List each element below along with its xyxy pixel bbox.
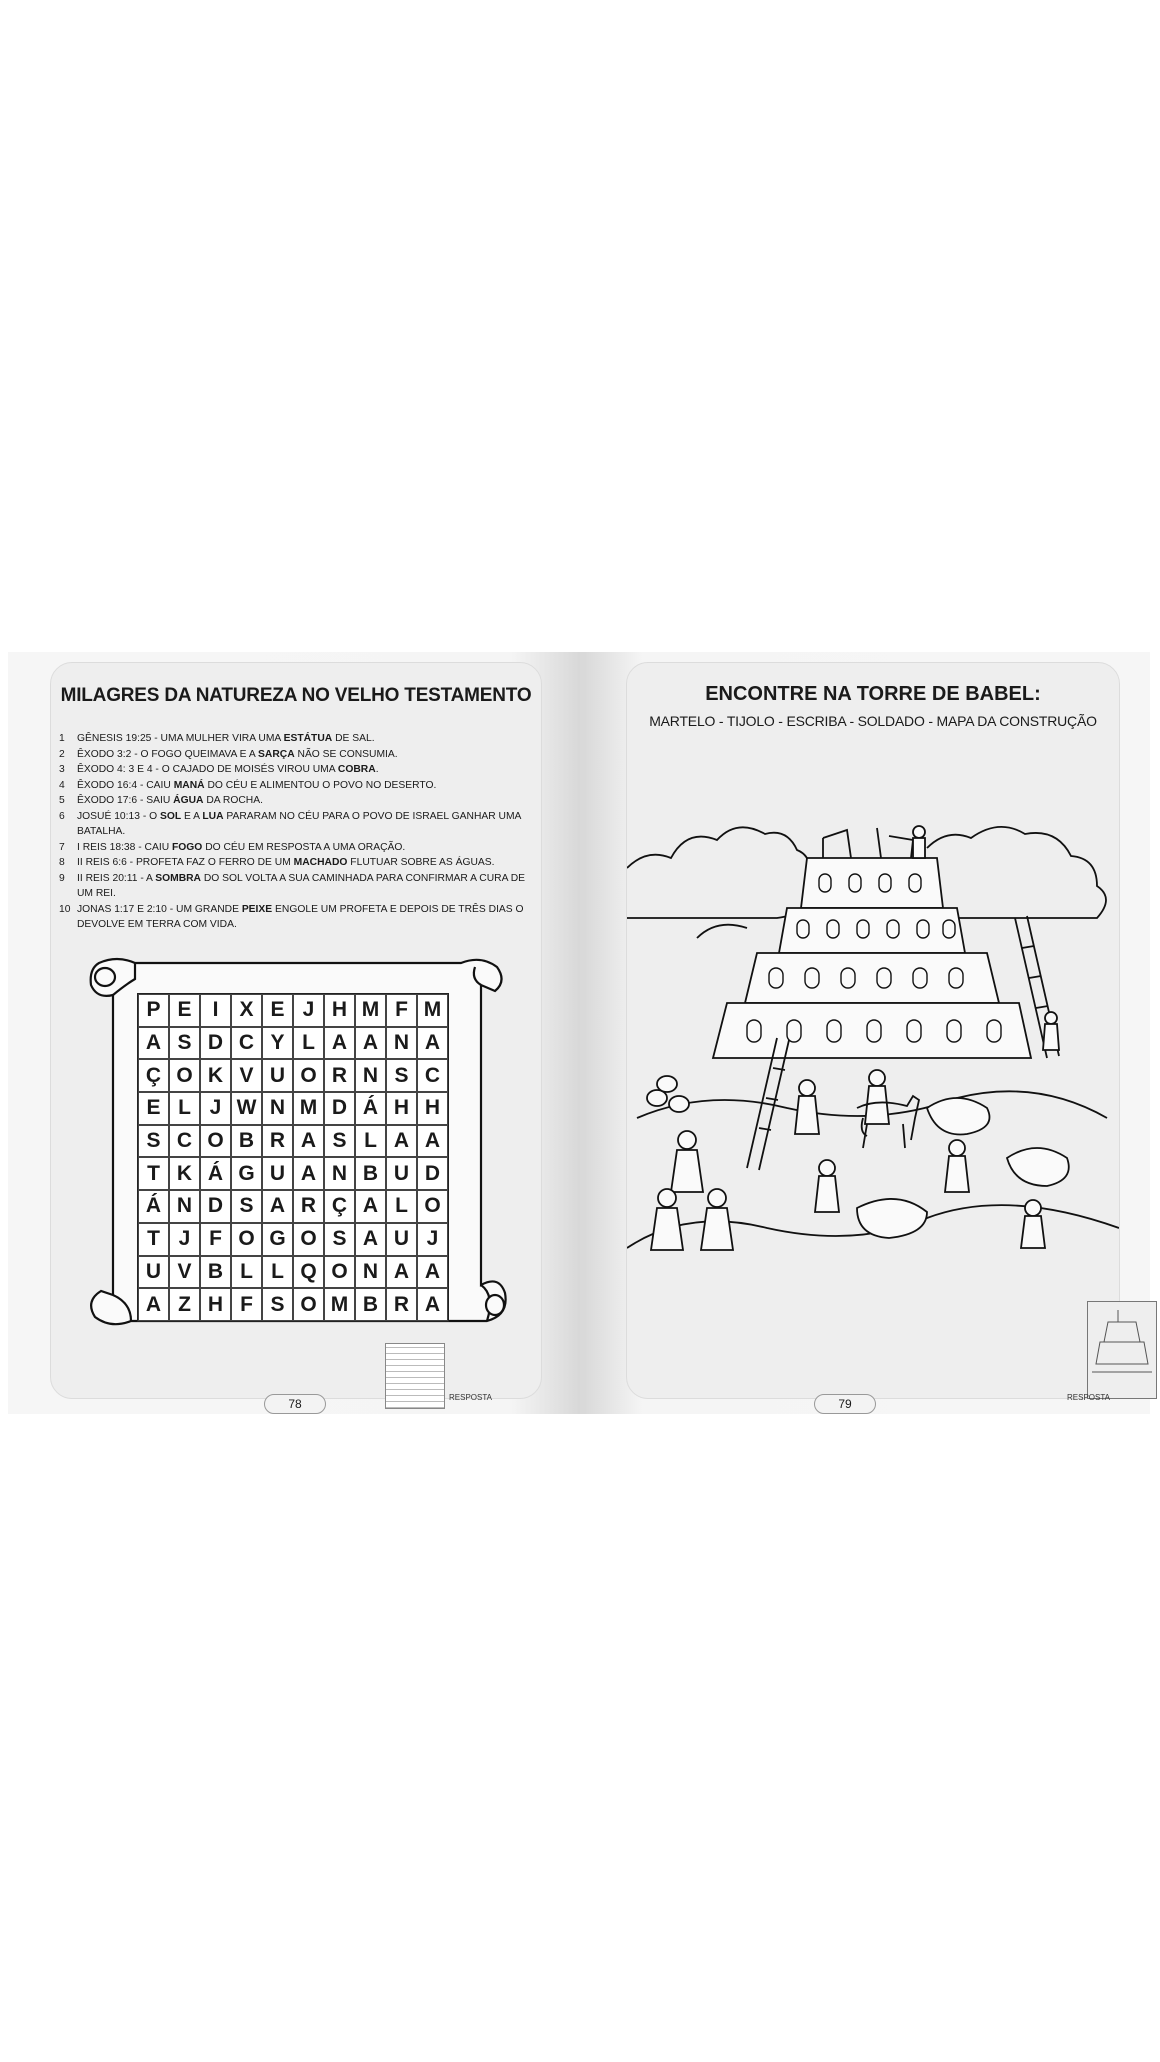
clue-item <box>59 747 529 763</box>
grid-cell: A <box>386 1125 417 1158</box>
grid-cell: A <box>138 1027 169 1060</box>
left-page-title: MILAGRES DA NATUREZA NO VELHO TESTAMENTO <box>60 685 532 706</box>
grid-cell: D <box>200 1027 231 1060</box>
grid-cell: N <box>386 1027 417 1060</box>
grid-cell: H <box>417 1092 448 1125</box>
grid-cell: R <box>293 1190 324 1223</box>
clue-text-part: II REIS 20:11 - A <box>77 872 156 884</box>
left-content-panel <box>50 662 542 1402</box>
grid-cell: K <box>200 1059 231 1092</box>
clue-text <box>77 855 495 871</box>
clue-text <box>77 747 398 763</box>
grid-cell: B <box>355 1288 386 1321</box>
grid-cell: W <box>231 1092 262 1125</box>
grid-cell: M <box>293 1092 324 1125</box>
clue-item <box>59 793 529 809</box>
clue-text-part: GÊNESIS 19:25 - UMA MULHER VIRA UMA <box>77 733 284 744</box>
clue-text-part: ENGOLE UM PROFETA E DEPOIS DE TRÊS DIAS O DEVOLVE EM TERRA COM VIDA. <box>77 903 524 930</box>
clue-text-part: PARARAM NO CÉU PARA O POVO DE ISRAEL GANHAR UMA BATALHA. <box>77 810 521 837</box>
grid-cell: C <box>169 1125 200 1158</box>
answer-credit-left: RESPOSTA <box>449 1393 492 1402</box>
clue-answer-word: SOL <box>159 810 182 822</box>
clue-text-part: ÊXODO 4: 3 E 4 - O CAJADO DE MOISÉS VIROU UMA <box>77 764 338 775</box>
grid-cell: L <box>262 1256 293 1289</box>
grid-cell: O <box>200 1125 231 1158</box>
clue-text-part: I REIS 18:38 - CAIU <box>77 841 172 853</box>
clue-text-part: DE SAL. <box>332 733 375 744</box>
clue-text-part: FLUTUAR SOBRE AS ÁGUAS. <box>347 857 495 868</box>
grid-cell: T <box>138 1223 169 1256</box>
grid-cell: B <box>200 1256 231 1289</box>
grid-cell: F <box>386 994 417 1027</box>
grid-cell: N <box>169 1190 200 1223</box>
grid-cell: L <box>231 1256 262 1289</box>
grid-cell: N <box>324 1157 355 1190</box>
clue-text <box>77 762 379 778</box>
clue-answer-word: FOGO <box>172 841 203 853</box>
grid-cell: S <box>262 1288 293 1321</box>
grid-cell: S <box>386 1059 417 1092</box>
grid-cell: A <box>417 1256 448 1289</box>
grid-cell: S <box>324 1125 355 1158</box>
grid-cell: Á <box>200 1157 231 1190</box>
answer-credit-right: RESPOSTA <box>1067 1393 1110 1402</box>
grid-cell: E <box>169 994 200 1027</box>
grid-cell: A <box>293 1157 324 1190</box>
grid-cell: S <box>231 1190 262 1223</box>
grid-cell: F <box>231 1288 262 1321</box>
grid-cell: Ç <box>138 1059 169 1092</box>
grid-cell: A <box>138 1288 169 1321</box>
clue-text-part: ÊXODO 16:4 - CAIU <box>77 779 174 791</box>
grid-cell: N <box>355 1059 386 1092</box>
grid-cell: A <box>324 1027 355 1060</box>
grid-cell: I <box>200 994 231 1027</box>
grid-cell: C <box>417 1059 448 1092</box>
clue-answer-word: ÁGUA <box>173 795 204 806</box>
grid-cell: U <box>262 1157 293 1190</box>
right-page <box>586 652 1150 1414</box>
clue-text-part: . <box>375 764 379 775</box>
right-page-title: ENCONTRE NA TORRE DE BABEL: <box>705 683 1041 705</box>
grid-cell: J <box>417 1223 448 1256</box>
grid-cell: L <box>386 1190 417 1223</box>
grid-cell: T <box>138 1157 169 1190</box>
clue-answer-word: ESTÁTUA <box>283 733 333 744</box>
grid-cell: M <box>417 994 448 1027</box>
clue-number: 10 <box>59 903 71 915</box>
grid-cell: D <box>417 1157 448 1190</box>
left-page <box>8 652 580 1414</box>
answer-key-thumbnail <box>385 1343 445 1409</box>
clue-item <box>59 762 529 778</box>
clue-item <box>59 809 529 840</box>
clue-text-part: DO CÉU EM RESPOSTA A UMA ORAÇÃO. <box>202 841 406 853</box>
clue-answer-word: MANÁ <box>173 779 205 791</box>
grid-cell: L <box>169 1092 200 1125</box>
page-number-right: 79 <box>814 1394 876 1414</box>
grid-cell: F <box>200 1223 231 1256</box>
clue-text <box>77 902 529 933</box>
tower-of-babel-illustration <box>627 788 1119 1258</box>
clue-text <box>77 840 405 856</box>
grid-cell: Ç <box>324 1190 355 1223</box>
clue-text <box>77 809 529 840</box>
clue-list <box>59 731 529 933</box>
grid-cell: M <box>324 1288 355 1321</box>
clue-number: 4 <box>59 779 65 791</box>
grid-cell: N <box>262 1092 293 1125</box>
grid-cell: U <box>386 1157 417 1190</box>
clue-number: 3 <box>59 764 65 775</box>
grid-cell: A <box>293 1125 324 1158</box>
clue-number: 1 <box>59 733 65 744</box>
grid-cell: A <box>417 1027 448 1060</box>
grid-cell: Á <box>138 1190 169 1223</box>
right-page-word-list: MARTELO - TIJOLO - ESCRIBA - SOLDADO - MAPA DA CONSTRUÇÃO <box>649 713 1097 729</box>
grid-cell: O <box>231 1223 262 1256</box>
grid-cell: V <box>169 1256 200 1289</box>
right-content-panel <box>626 662 1120 1402</box>
grid-cell: L <box>293 1027 324 1060</box>
clue-text-part: II REIS 6:6 - PROFETA FAZ O FERRO DE UM <box>77 857 294 868</box>
grid-cell: O <box>293 1223 324 1256</box>
grid-cell: S <box>138 1125 169 1158</box>
grid-cell: S <box>169 1027 200 1060</box>
grid-cell: Z <box>169 1288 200 1321</box>
grid-cell: H <box>200 1288 231 1321</box>
grid-cell: R <box>324 1059 355 1092</box>
clue-text <box>77 871 529 902</box>
clue-text-part: E A <box>181 810 203 822</box>
grid-cell: R <box>386 1288 417 1321</box>
clue-number: 7 <box>59 841 65 853</box>
clue-number: 9 <box>59 872 65 884</box>
grid-cell: E <box>262 994 293 1027</box>
grid-cell: B <box>355 1157 386 1190</box>
grid-cell: N <box>355 1256 386 1289</box>
grid-cell: U <box>386 1223 417 1256</box>
clue-answer-word: SOMBRA <box>155 872 201 884</box>
clue-text-part: JOSUÉ 10:13 - O <box>77 810 160 822</box>
grid-cell: J <box>169 1223 200 1256</box>
grid-cell: K <box>169 1157 200 1190</box>
grid-cell: A <box>355 1223 386 1256</box>
grid-cell: A <box>417 1288 448 1321</box>
clue-text-part: ÊXODO 3:2 - O FOGO QUEIMAVA E A <box>77 748 259 760</box>
clue-text <box>77 793 263 809</box>
clue-text-part: JONAS 1:17 E 2:10 - UM GRANDE <box>77 903 242 915</box>
grid-cell: P <box>138 994 169 1027</box>
clue-answer-word: PEIXE <box>241 903 273 915</box>
clue-answer-word: SARÇA <box>258 748 295 760</box>
clue-item <box>59 855 529 871</box>
grid-cell: Á <box>355 1092 386 1125</box>
clue-item <box>59 778 529 794</box>
clue-number: 2 <box>59 748 65 760</box>
grid-cell: Y <box>262 1027 293 1060</box>
grid-cell: C <box>231 1027 262 1060</box>
grid-cell: A <box>355 1190 386 1223</box>
clue-item <box>59 840 529 856</box>
grid-cell: Q <box>293 1256 324 1289</box>
grid-cell: U <box>262 1059 293 1092</box>
grid-cell: B <box>231 1125 262 1158</box>
clue-answer-word: COBRA <box>337 764 376 775</box>
grid-cell: A <box>386 1256 417 1289</box>
grid-cell: J <box>293 994 324 1027</box>
clue-text-part: DA ROCHA. <box>203 795 263 806</box>
grid-cell: D <box>200 1190 231 1223</box>
clue-text <box>77 778 436 794</box>
clue-item <box>59 871 529 902</box>
grid-cell: V <box>231 1059 262 1092</box>
clue-item <box>59 902 529 933</box>
word-search-grid <box>137 993 449 1322</box>
clue-text <box>77 731 375 747</box>
clue-text-part: DO SOL VOLTA A SUA CAMINHADA PARA CONFIRMAR A CURA DE UM REI. <box>77 872 526 899</box>
grid-cell: A <box>262 1190 293 1223</box>
grid-cell: D <box>324 1092 355 1125</box>
clue-text-part: ÊXODO 17:6 - SAIU <box>77 795 174 806</box>
page-number-left: 78 <box>264 1394 326 1414</box>
clue-item <box>59 731 529 747</box>
grid-cell: A <box>417 1125 448 1158</box>
grid-cell: G <box>262 1223 293 1256</box>
grid-cell: R <box>262 1125 293 1158</box>
grid-cell: L <box>355 1125 386 1158</box>
clue-number: 5 <box>59 795 65 806</box>
grid-cell: E <box>138 1092 169 1125</box>
grid-cell: H <box>386 1092 417 1125</box>
clue-answer-word: MACHADO <box>293 857 348 868</box>
grid-cell: H <box>324 994 355 1027</box>
grid-cell: O <box>417 1190 448 1223</box>
answer-key-thumbnail-right <box>1087 1301 1157 1399</box>
clue-number: 6 <box>59 810 65 822</box>
clue-number: 8 <box>59 857 65 868</box>
grid-cell: X <box>231 994 262 1027</box>
clue-text-part: DO CÉU E ALIMENTOU O POVO NO DESERTO. <box>204 779 437 791</box>
open-book <box>8 652 1150 1414</box>
clue-text-part: NÃO SE CONSUMIA. <box>294 748 398 760</box>
grid-cell: J <box>200 1092 231 1125</box>
clue-answer-word: LUA <box>202 810 224 822</box>
grid-cell: U <box>138 1256 169 1289</box>
grid-cell: G <box>231 1157 262 1190</box>
grid-cell: O <box>324 1256 355 1289</box>
grid-cell: O <box>293 1059 324 1092</box>
grid-cell: A <box>355 1027 386 1060</box>
grid-cell: O <box>293 1288 324 1321</box>
grid-cell: S <box>324 1223 355 1256</box>
grid-cell: M <box>355 994 386 1027</box>
grid-cell: O <box>169 1059 200 1092</box>
